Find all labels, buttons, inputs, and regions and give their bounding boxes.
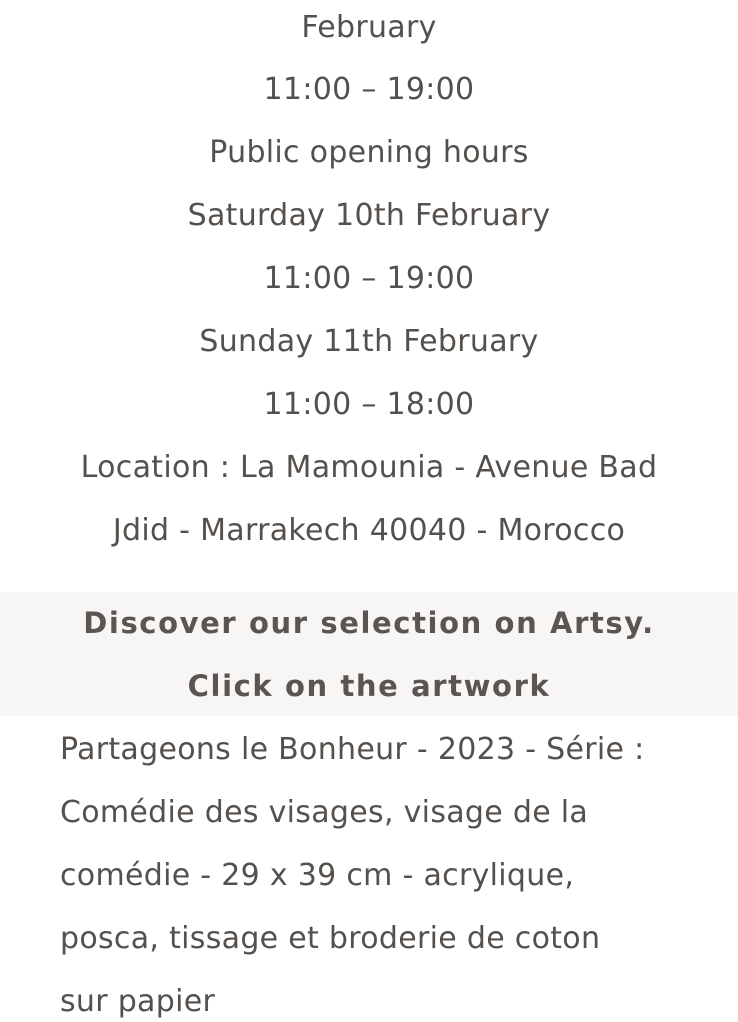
public-opening-hours-heading: Public opening hours bbox=[209, 135, 529, 170]
location-line-2: Jdid - Marrakech 40040 - Morocco bbox=[112, 513, 626, 548]
location-block bbox=[0, 436, 738, 562]
sunday-time-text: 11:00 – 18:00 bbox=[263, 387, 475, 422]
sunday-date-text: Sunday 11th February bbox=[199, 324, 539, 359]
artsy-cta-line-2[interactable]: Click on the artwork bbox=[187, 669, 551, 703]
private-view-time-text: 11:00 – 19:00 bbox=[263, 72, 475, 107]
saturday-time-text: 11:00 – 19:00 bbox=[263, 261, 475, 296]
artwork-caption-line-2: Comédie des visages, visage de la bbox=[60, 795, 589, 830]
artwork-caption bbox=[60, 718, 720, 1022]
artwork-caption-line-4: posca, tissage et broderie de coton bbox=[60, 921, 601, 956]
private-view-date-text: February bbox=[301, 10, 437, 45]
saturday-date-text: Saturday 10th February bbox=[187, 198, 551, 233]
artsy-cta-line-1[interactable]: Discover our selection on Artsy. bbox=[83, 606, 655, 640]
artwork-caption-line-1: Partageons le Bonheur - 2023 - Série : bbox=[60, 732, 645, 767]
location-line-1: Location : La Mamounia - Avenue Bad bbox=[80, 450, 658, 485]
artwork-caption-line-3: comédie - 29 x 39 cm - acrylique, bbox=[60, 858, 575, 893]
artwork-caption-line-5: sur papier bbox=[60, 984, 216, 1019]
opening-hours-block bbox=[0, 0, 738, 436]
artsy-cta[interactable] bbox=[0, 592, 738, 718]
